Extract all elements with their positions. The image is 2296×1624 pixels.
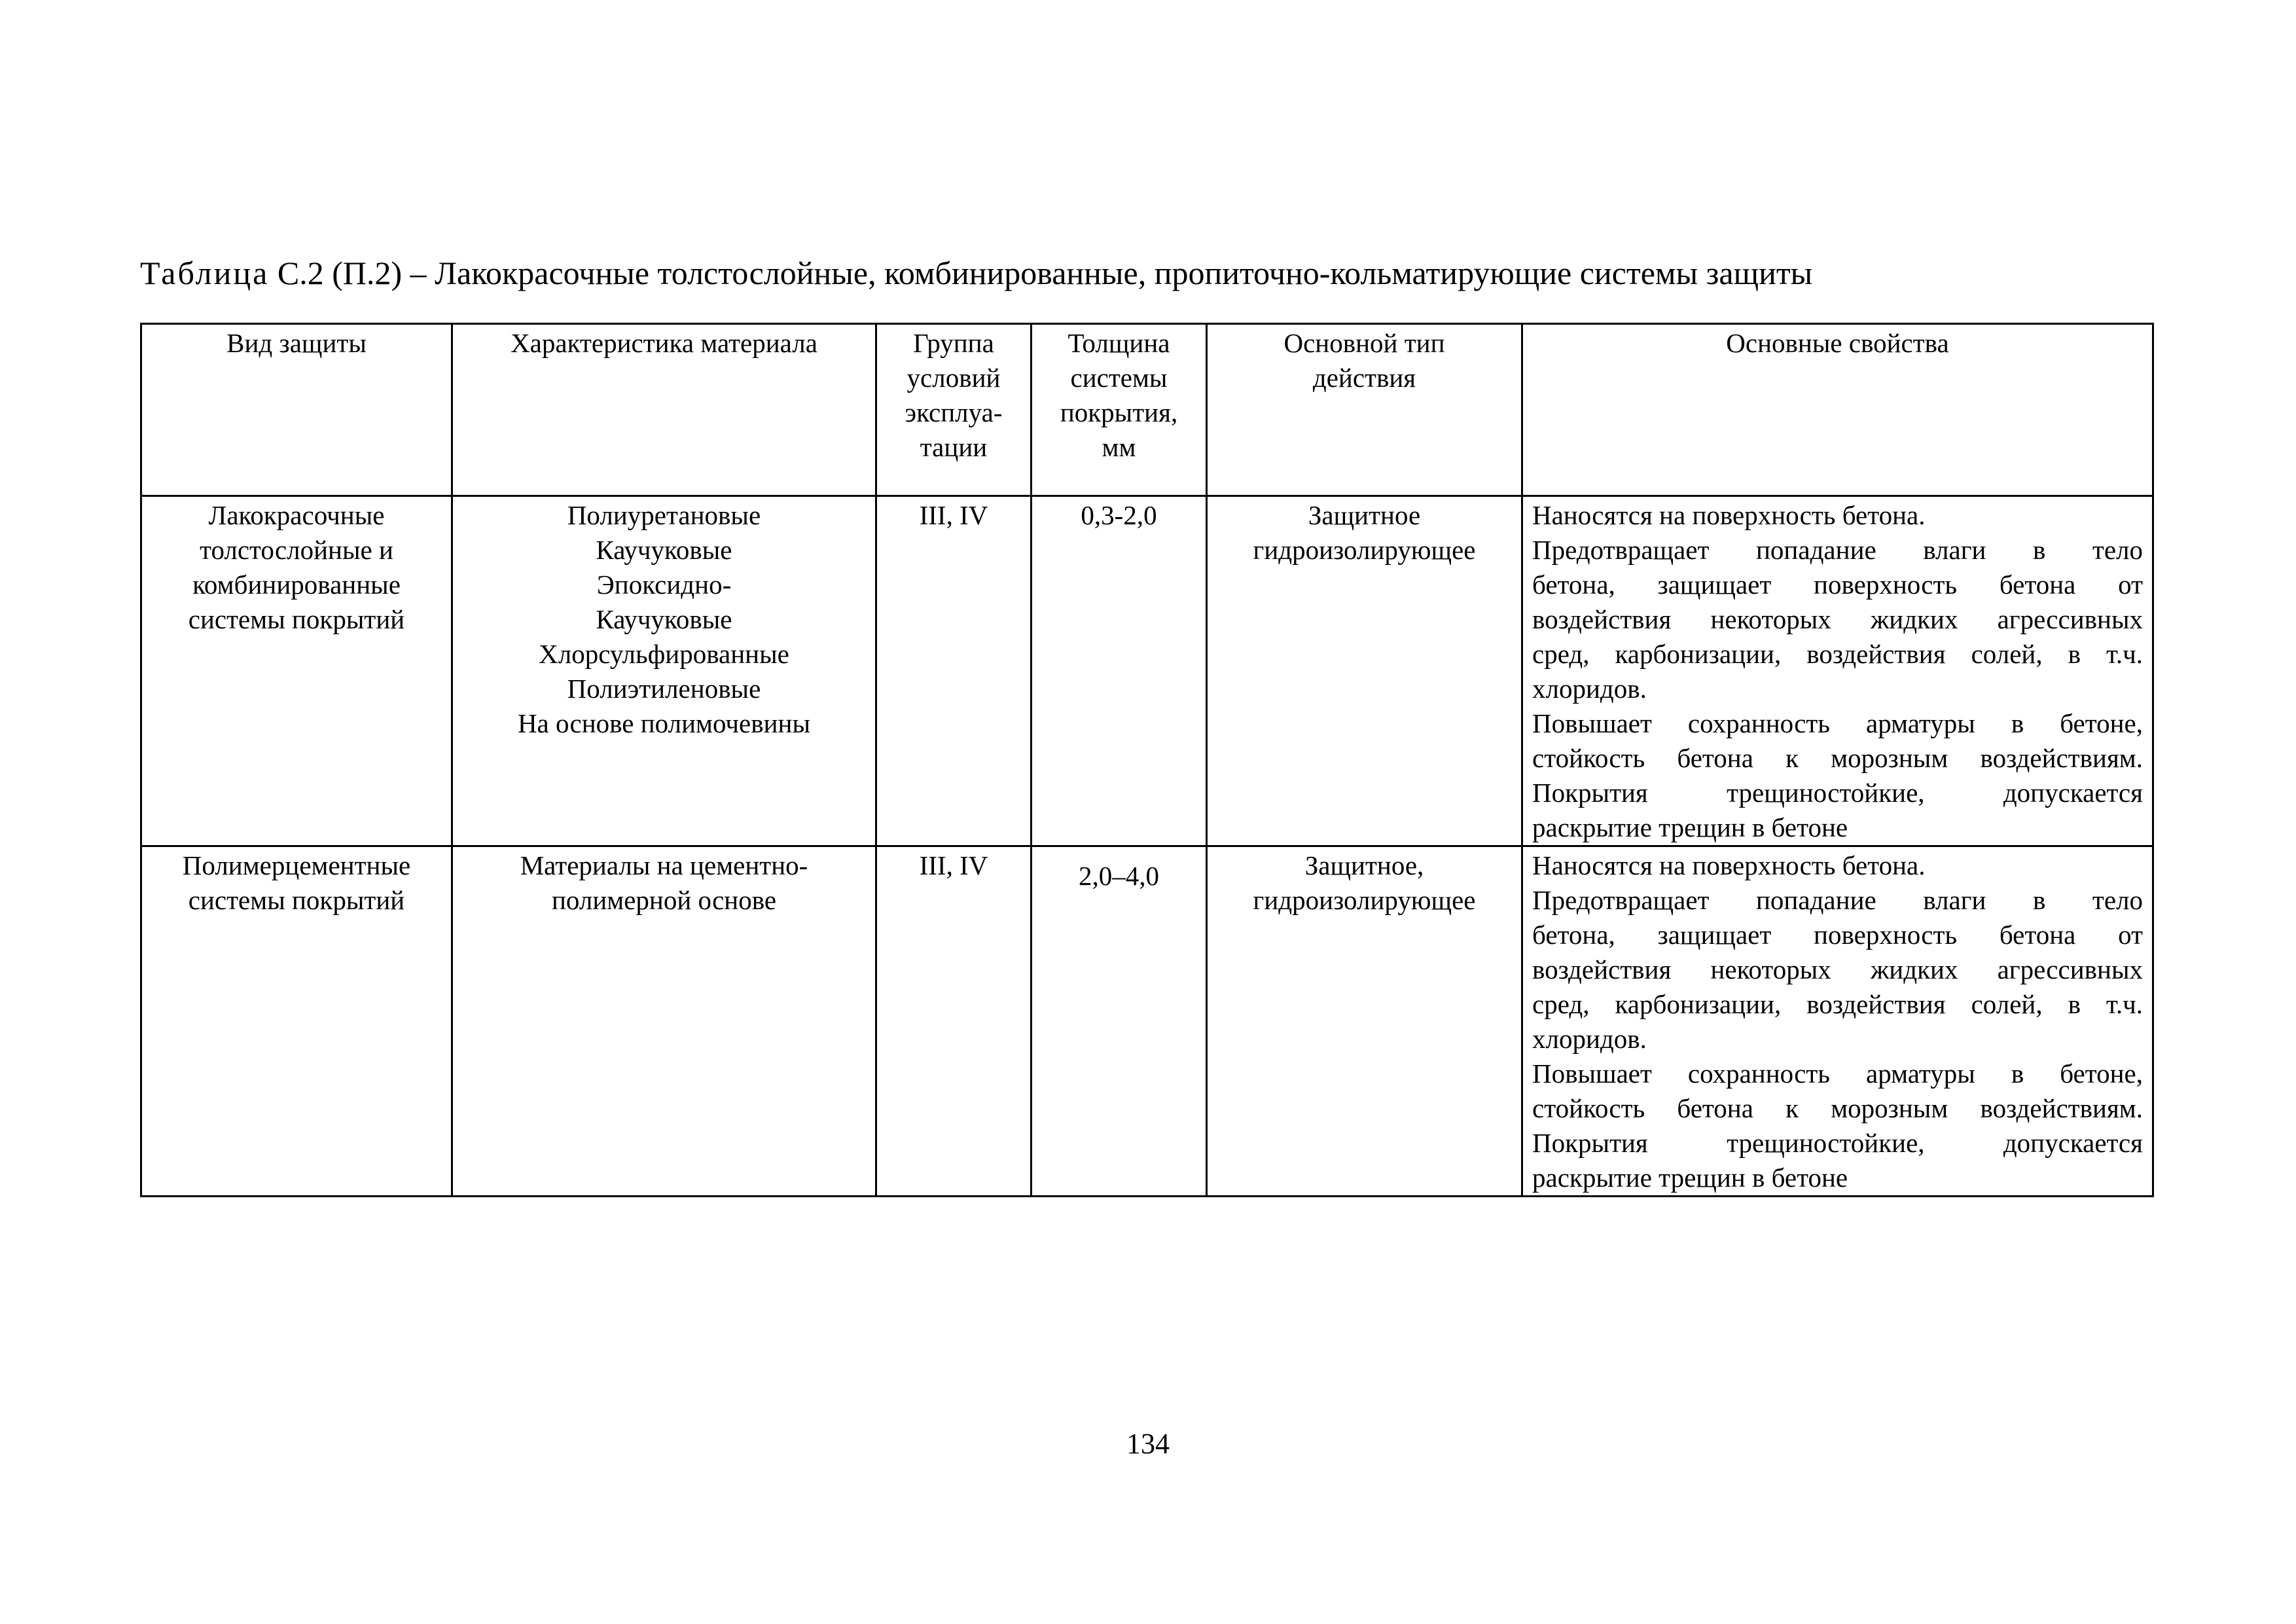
cell-operating-group: III, IV: [876, 846, 1031, 1197]
table-caption: [140, 252, 2169, 294]
cell-protection-type: Лакокрасочные толстослойные и комбинированные системы покрытий: [141, 496, 452, 846]
cell-protection-type: Полимерцементные системы покрытий: [141, 846, 452, 1197]
cell-properties: Наносятся на поверхность бетона. Предотвращает попадание влаги в тело бетона, защищает поверхность бетона от воздействия некоторых жидких агрессивных сред, карбонизации, воздействия солей, в т.ч. хлоридов. Повышает сохранность арматуры в бетоне, стойкость бетона к морозным воздействиям. Покрытия трещиностойкие, допускается раскрытие трещин в бетоне: [1522, 496, 2153, 846]
cell-operating-group: III, IV: [876, 496, 1031, 846]
cell-action-type: Защитное, гидроизолирующее: [1207, 846, 1522, 1197]
table-row: [141, 496, 2153, 846]
cell-material: Полиуретановые Каучуковые Эпоксидно- Каучуковые Хлорсульфированные Полиэтиленовые На основе полимочевины: [452, 496, 876, 846]
caption-text: С.2 (П.2) – Лакокрасочные толстослойные, комбинированные, пропиточно-кольматирующие системы защиты: [277, 255, 1813, 291]
cell-material: Материалы на цементно- полимерной основе: [452, 846, 876, 1197]
cell-thickness: 2,0–4,0: [1031, 846, 1207, 1197]
header-material-characteristics: Характеристика материала: [452, 324, 876, 496]
header-main-properties: Основные свойства: [1522, 324, 2153, 496]
header-operating-group: Группа условий эксплуа- тации: [876, 324, 1031, 496]
caption-label: Таблица: [140, 255, 270, 291]
cell-properties: Наносятся на поверхность бетона. Предотвращает попадание влаги в тело бетона, защищает поверхность бетона от воздействия некоторых жидких агрессивных сред, карбонизации, воздействия солей, в т.ч. хлоридов. Повышает сохранность арматуры в бетоне, стойкость бетона к морозным воздействиям. Покрытия трещиностойкие, допускается раскрытие трещин в бетоне: [1522, 846, 2153, 1197]
header-action-type: Основной тип действия: [1207, 324, 1522, 496]
cell-thickness: 0,3-2,0: [1031, 496, 1207, 846]
header-coating-thickness: Толщина системы покрытия, мм: [1031, 324, 1207, 496]
page-number: 134: [1126, 1428, 1170, 1460]
protection-systems-table: [140, 323, 2154, 1197]
table-row: [141, 846, 2153, 1197]
header-row: [141, 324, 2153, 496]
cell-action-type: Защитное гидроизолирующее: [1207, 496, 1522, 846]
header-protection-type: Вид защиты: [141, 324, 452, 496]
